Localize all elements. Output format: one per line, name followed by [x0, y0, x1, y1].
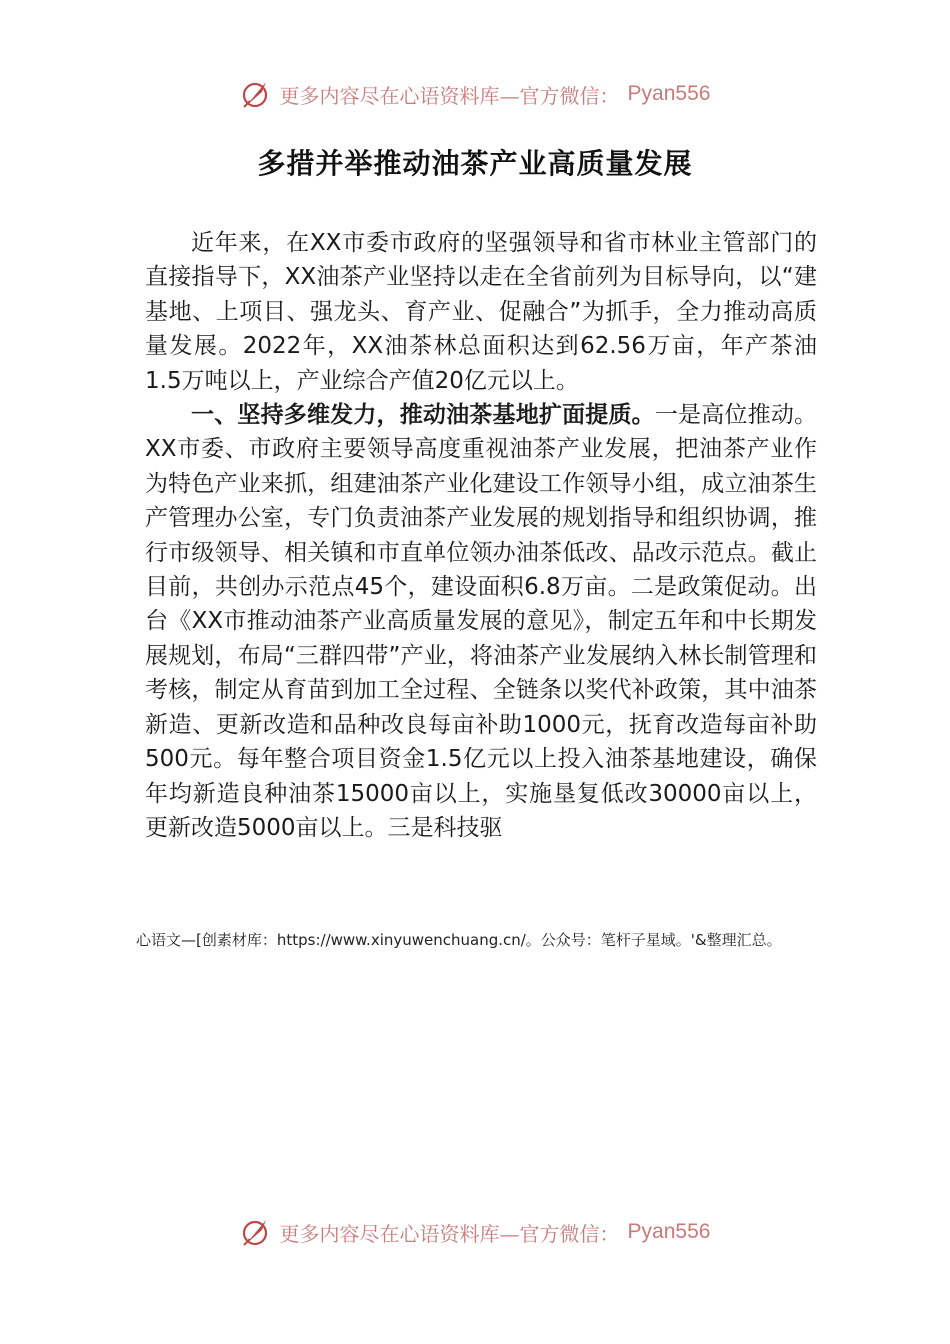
paragraph-section-1 [145, 398, 817, 845]
paragraph-intro: 近年来，在XX市委市政府的坚强领导和省市林业主管部门的直接指导下，XX油茶产业坚持以走在全省前列为目标导向，以“建基地、上项目、强龙头、育产业、促融合”为抓手，全力推动高质量发展。2022年，XX油茶林总面积达到62.56万亩，年产茶油1.5万吨以上，产业综合产值20亿元以上。 [145, 230, 817, 394]
banner-wechat-id: Pyan556 [627, 1220, 711, 1243]
section-1-body: 一是高位推动。XX市委、市政府主要领导高度重视油茶产业发展，把油茶产业作为特色产业来抓，组建油茶产业化建设工作领导小组，成立油茶生产管理办公室，专门负责油茶产业发展的规划指导和组织协调，推行市级领导、相关镇和市直单位领办油茶低改、品改示范点。截止目前，共创办示范点45个，建设面积6.8万亩。二是政策促动。出台《XX市推动油茶产业高质量发展的意见》，制定五年和中长期发展规划，布局“三群四带”产业，将油茶产业发展纳入林长制管理和考核，制定从育苗到加工全过程、全链条以奖代补政策，其中油茶新造、更新改造和品种改良每亩补助1000元，抚育改造每亩补助500元。每年整合项目资金1.5亿元以上投入油茶基地建设，确保年均新造良种油茶15000亩以上，实施垦复低改30000亩以上，更新改造5000亩以上。三是科技驱 [145, 402, 818, 841]
banner-wechat-id: Pyan556 [627, 82, 711, 105]
document-body [145, 226, 817, 845]
header-banner [0, 74, 950, 114]
footer-banner [0, 1212, 950, 1252]
quill-pen-logo-icon [240, 78, 272, 110]
source-footnote: 心语文—[创素材库：https://www.xinyuwenchuang.cn/。公众号：笔杆子星域。'&整理汇总。 [136, 931, 782, 949]
quill-pen-logo-icon [240, 1216, 272, 1248]
banner-text: 更多内容尽在心语资料库—官方微信： [279, 83, 620, 108]
document-title: 多措并举推动油茶产业高质量发展 [257, 147, 693, 180]
section-1-heading: 一、坚持多维发力，推动油茶基地扩面提质。 [191, 402, 655, 429]
banner-text: 更多内容尽在心语资料库—官方微信： [279, 1221, 620, 1246]
